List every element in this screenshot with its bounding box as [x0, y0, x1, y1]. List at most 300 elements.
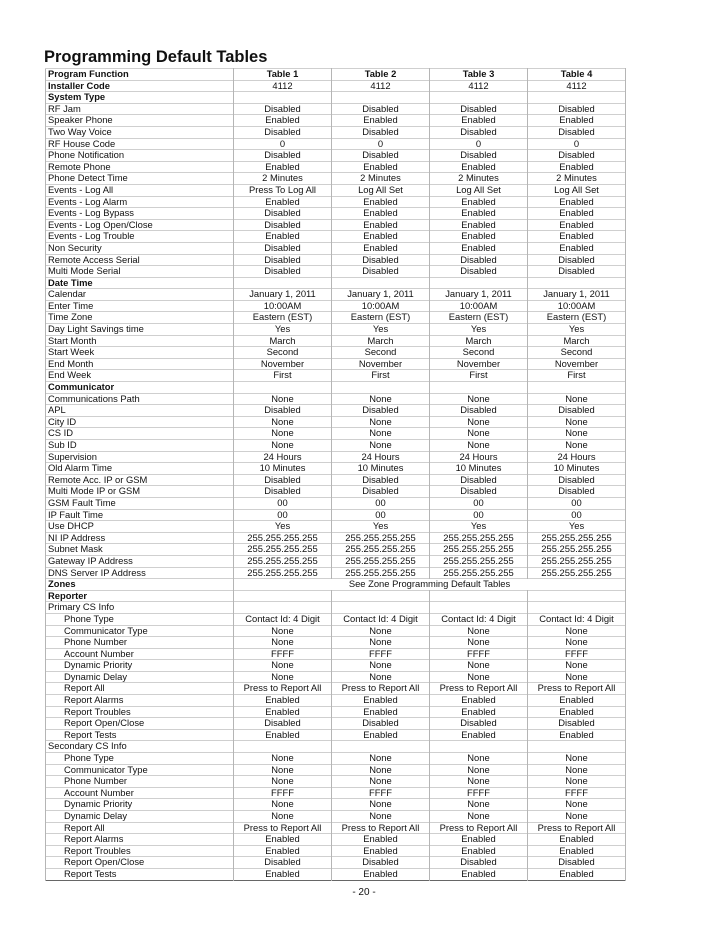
table-row — [46, 115, 626, 127]
empty-cell — [430, 382, 528, 394]
row-label: Report Alarms — [46, 834, 234, 846]
table-1-value: Disabled — [234, 103, 332, 115]
table-row — [46, 266, 626, 278]
table-row — [46, 184, 626, 196]
table-1-value: 00 — [234, 509, 332, 521]
table-row — [46, 729, 626, 741]
table-1-value: Enabled — [234, 729, 332, 741]
table-2-value: November — [332, 358, 430, 370]
table-row — [46, 126, 626, 138]
section-row — [46, 277, 626, 289]
section-label: Primary CS Info — [46, 602, 234, 614]
table-2-value: 255.255.255.255 — [332, 567, 430, 579]
table-2-value: Disabled — [332, 486, 430, 498]
table-2-value: Yes — [332, 521, 430, 533]
row-label: APL — [46, 405, 234, 417]
table-4-value: Disabled — [528, 486, 626, 498]
table-3-value: Enabled — [430, 219, 528, 231]
table-3-value: Enabled — [430, 695, 528, 707]
row-label: Phone Number — [46, 637, 234, 649]
table-2-value: Enabled — [332, 834, 430, 846]
table-1-value: November — [234, 358, 332, 370]
table-1-value: Enabled — [234, 834, 332, 846]
table-row — [46, 405, 626, 417]
table-3-value: None — [430, 764, 528, 776]
table-4-value: Yes — [528, 521, 626, 533]
table-2-value: None — [332, 671, 430, 683]
table-3-value: None — [430, 428, 528, 440]
table-1-value: First — [234, 370, 332, 382]
table-4-value: Enabled — [528, 706, 626, 718]
table-1-value: None — [234, 671, 332, 683]
row-label: Report Open/Close — [46, 857, 234, 869]
table-3-value: November — [430, 358, 528, 370]
table-3-value: Yes — [430, 324, 528, 336]
row-label: Two Way Voice — [46, 126, 234, 138]
row-label: Report Tests — [46, 729, 234, 741]
table-3-value: 10 Minutes — [430, 463, 528, 475]
row-label: Remote Acc. IP or GSM — [46, 474, 234, 486]
table-2-value: 255.255.255.255 — [332, 544, 430, 556]
table-3-value: 4112 — [430, 80, 528, 92]
table-row — [46, 787, 626, 799]
header-table-2: Table 2 — [332, 69, 430, 81]
table-4-value: None — [528, 811, 626, 823]
table-1-value: Disabled — [234, 126, 332, 138]
row-label: Communicator Type — [46, 764, 234, 776]
table-3-value: FFFF — [430, 648, 528, 660]
row-label: Communications Path — [46, 393, 234, 405]
table-1-value: Disabled — [234, 219, 332, 231]
table-1-value: 0 — [234, 138, 332, 150]
table-3-value: Enabled — [430, 706, 528, 718]
table-row — [46, 613, 626, 625]
empty-cell — [430, 590, 528, 602]
table-row — [46, 219, 626, 231]
table-3-value: 00 — [430, 509, 528, 521]
table-2-value: None — [332, 440, 430, 452]
table-4-value: Enabled — [528, 845, 626, 857]
table-3-value: Disabled — [430, 405, 528, 417]
section-row — [46, 382, 626, 394]
table-2-value: Eastern (EST) — [332, 312, 430, 324]
table-2-value: FFFF — [332, 648, 430, 660]
table-row — [46, 764, 626, 776]
table-2-value: March — [332, 335, 430, 347]
table-row — [46, 451, 626, 463]
table-4-value: FFFF — [528, 787, 626, 799]
table-3-value: Disabled — [430, 254, 528, 266]
row-label: Dynamic Priority — [46, 799, 234, 811]
table-4-value: Disabled — [528, 254, 626, 266]
table-4-value: 255.255.255.255 — [528, 555, 626, 567]
table-3-value: Enabled — [430, 834, 528, 846]
table-1-value: Disabled — [234, 474, 332, 486]
row-label: IP Fault Time — [46, 509, 234, 521]
table-2-value: Contact Id: 4 Digit — [332, 613, 430, 625]
zones-note-cell: See Zone Programming Default Tables — [234, 579, 626, 591]
row-label: Phone Type — [46, 753, 234, 765]
table-4-value: None — [528, 416, 626, 428]
table-2-value: 00 — [332, 509, 430, 521]
row-label: Enter Time — [46, 300, 234, 312]
table-4-value: Enabled — [528, 115, 626, 127]
row-label: Events - Log Alarm — [46, 196, 234, 208]
table-2-value: Second — [332, 347, 430, 359]
row-label: RF Jam — [46, 103, 234, 115]
table-3-value: FFFF — [430, 787, 528, 799]
table-3-value: Log All Set — [430, 184, 528, 196]
empty-cell — [234, 277, 332, 289]
row-label: Events - Log Open/Close — [46, 219, 234, 231]
table-1-value: None — [234, 416, 332, 428]
table-3-value: 255.255.255.255 — [430, 555, 528, 567]
row-label: CS ID — [46, 428, 234, 440]
table-3-value: Enabled — [430, 231, 528, 243]
table-2-value: None — [332, 625, 430, 637]
table-row — [46, 845, 626, 857]
empty-cell — [234, 590, 332, 602]
section-label: Communicator — [46, 382, 234, 394]
row-label: End Week — [46, 370, 234, 382]
table-1-value: None — [234, 660, 332, 672]
header-table-3: Table 3 — [430, 69, 528, 81]
table-2-value: None — [332, 799, 430, 811]
section-label: Reporter — [46, 590, 234, 602]
table-row — [46, 474, 626, 486]
table-1-value: Enabled — [234, 231, 332, 243]
empty-cell — [528, 277, 626, 289]
table-4-value: 4112 — [528, 80, 626, 92]
table-row — [46, 440, 626, 452]
table-2-value: Enabled — [332, 219, 430, 231]
table-3-value: Press to Report All — [430, 683, 528, 695]
table-row — [46, 173, 626, 185]
table-1-value: FFFF — [234, 648, 332, 660]
table-row — [46, 161, 626, 173]
table-2-value: Disabled — [332, 857, 430, 869]
table-3-value: 10:00AM — [430, 300, 528, 312]
table-1-value: Disabled — [234, 254, 332, 266]
table-2-value: Enabled — [332, 845, 430, 857]
table-3-value: None — [430, 671, 528, 683]
table-2-value: Enabled — [332, 231, 430, 243]
table-4-value: Yes — [528, 324, 626, 336]
table-1-value: FFFF — [234, 787, 332, 799]
table-3-value: None — [430, 625, 528, 637]
row-label: Events - Log All — [46, 184, 234, 196]
table-row — [46, 231, 626, 243]
table-4-value: Disabled — [528, 857, 626, 869]
subsection-row — [46, 741, 626, 753]
table-row — [46, 335, 626, 347]
table-row — [46, 497, 626, 509]
table-1-value: Disabled — [234, 857, 332, 869]
table-4-value: None — [528, 764, 626, 776]
table-1-value: 10:00AM — [234, 300, 332, 312]
table-row — [46, 718, 626, 730]
table-3-value: January 1, 2011 — [430, 289, 528, 301]
table-3-value: Enabled — [430, 208, 528, 220]
row-label: Start Week — [46, 347, 234, 359]
table-4-value: None — [528, 776, 626, 788]
section-label: System Type — [46, 92, 234, 104]
table-2-value: 00 — [332, 497, 430, 509]
table-2-value: None — [332, 660, 430, 672]
header-program-function: Program Function — [46, 69, 234, 81]
table-1-value: Disabled — [234, 208, 332, 220]
row-label: Gateway IP Address — [46, 555, 234, 567]
table-row — [46, 811, 626, 823]
table-4-value: Disabled — [528, 718, 626, 730]
section-label: Date Time — [46, 277, 234, 289]
table-row — [46, 80, 626, 92]
table-row — [46, 521, 626, 533]
table-1-value: Enabled — [234, 706, 332, 718]
table-2-value: 10:00AM — [332, 300, 430, 312]
row-label: Account Number — [46, 648, 234, 660]
table-1-value: None — [234, 428, 332, 440]
row-label: Phone Number — [46, 776, 234, 788]
table-row — [46, 799, 626, 811]
table-row — [46, 208, 626, 220]
table-3-value: None — [430, 637, 528, 649]
table-1-value: Eastern (EST) — [234, 312, 332, 324]
zones-row — [46, 579, 626, 591]
table-3-value: None — [430, 799, 528, 811]
table-row — [46, 370, 626, 382]
table-4-value: Second — [528, 347, 626, 359]
table-1-value: Disabled — [234, 150, 332, 162]
table-4-value: Log All Set — [528, 184, 626, 196]
table-3-value: None — [430, 753, 528, 765]
table-row — [46, 242, 626, 254]
table-1-value: None — [234, 776, 332, 788]
table-4-value: Disabled — [528, 150, 626, 162]
table-1-value: 255.255.255.255 — [234, 544, 332, 556]
table-4-value: None — [528, 393, 626, 405]
table-row — [46, 463, 626, 475]
row-label: Report Open/Close — [46, 718, 234, 730]
table-1-value: Enabled — [234, 845, 332, 857]
table-1-value: 255.255.255.255 — [234, 567, 332, 579]
table-2-value: Enabled — [332, 115, 430, 127]
table-4-value: None — [528, 753, 626, 765]
table-4-value: None — [528, 625, 626, 637]
page-title: Programming Default Tables — [44, 48, 268, 66]
table-3-value: Enabled — [430, 161, 528, 173]
table-4-value: Enabled — [528, 196, 626, 208]
table-4-value: None — [528, 637, 626, 649]
table-row — [46, 103, 626, 115]
table-3-value: Enabled — [430, 196, 528, 208]
table-1-value: 10 Minutes — [234, 463, 332, 475]
table-2-value: January 1, 2011 — [332, 289, 430, 301]
row-label: Dynamic Priority — [46, 660, 234, 672]
table-4-value: 10 Minutes — [528, 463, 626, 475]
table-1-value: Enabled — [234, 196, 332, 208]
empty-cell — [234, 382, 332, 394]
table-3-value: Contact Id: 4 Digit — [430, 613, 528, 625]
section-row — [46, 590, 626, 602]
table-4-value: Enabled — [528, 208, 626, 220]
table-3-value: Enabled — [430, 242, 528, 254]
table-4-value: 255.255.255.255 — [528, 567, 626, 579]
row-label: DNS Server IP Address — [46, 567, 234, 579]
table-2-value: None — [332, 637, 430, 649]
table-2-value: 4112 — [332, 80, 430, 92]
table-4-value: Enabled — [528, 729, 626, 741]
table-3-value: March — [430, 335, 528, 347]
table-1-value: Disabled — [234, 405, 332, 417]
table-2-value: None — [332, 764, 430, 776]
table-2-value: Press to Report All — [332, 822, 430, 834]
row-label: Events - Log Bypass — [46, 208, 234, 220]
table-1-value: Press to Report All — [234, 822, 332, 834]
table-3-value: Press to Report All — [430, 822, 528, 834]
table-4-value: 0 — [528, 138, 626, 150]
table-row — [46, 254, 626, 266]
row-label: Dynamic Delay — [46, 671, 234, 683]
table-row — [46, 857, 626, 869]
row-label: Multi Mode Serial — [46, 266, 234, 278]
table-1-value: Press to Report All — [234, 683, 332, 695]
table-2-value: Enabled — [332, 868, 430, 880]
table-2-value: None — [332, 416, 430, 428]
table-row — [46, 300, 626, 312]
table-4-value: 2 Minutes — [528, 173, 626, 185]
table-1-value: January 1, 2011 — [234, 289, 332, 301]
table-4-value: 24 Hours — [528, 451, 626, 463]
section-label: Secondary CS Info — [46, 741, 234, 753]
table-2-value: Enabled — [332, 695, 430, 707]
table-2-value: Disabled — [332, 718, 430, 730]
table-1-value: Second — [234, 347, 332, 359]
table-2-value: 255.255.255.255 — [332, 555, 430, 567]
row-label: Phone Detect Time — [46, 173, 234, 185]
defaults-table — [45, 68, 626, 881]
table-row — [46, 671, 626, 683]
table-3-value: Disabled — [430, 103, 528, 115]
table-3-value: Disabled — [430, 486, 528, 498]
table-1-value: 00 — [234, 497, 332, 509]
empty-cell — [234, 602, 332, 614]
table-3-value: 00 — [430, 497, 528, 509]
row-label: Start Month — [46, 335, 234, 347]
subsection-row — [46, 602, 626, 614]
table-4-value: 255.255.255.255 — [528, 544, 626, 556]
header-table-1: Table 1 — [234, 69, 332, 81]
table-3-value: Yes — [430, 521, 528, 533]
table-1-value: None — [234, 440, 332, 452]
row-label: Use DHCP — [46, 521, 234, 533]
table-2-value: Enabled — [332, 242, 430, 254]
row-label: Dynamic Delay — [46, 811, 234, 823]
table-row — [46, 637, 626, 649]
table-1-value: Enabled — [234, 161, 332, 173]
table-4-value: January 1, 2011 — [528, 289, 626, 301]
table-row — [46, 312, 626, 324]
table-4-value: None — [528, 660, 626, 672]
table-3-value: 2 Minutes — [430, 173, 528, 185]
table-row — [46, 834, 626, 846]
table-row — [46, 324, 626, 336]
table-row — [46, 428, 626, 440]
table-row — [46, 393, 626, 405]
empty-cell — [332, 382, 430, 394]
table-2-value: Yes — [332, 324, 430, 336]
table-row — [46, 822, 626, 834]
table-4-value: Enabled — [528, 242, 626, 254]
table-2-value: Disabled — [332, 254, 430, 266]
table-3-value: Disabled — [430, 857, 528, 869]
table-2-value: Disabled — [332, 405, 430, 417]
table-4-value: Disabled — [528, 474, 626, 486]
table-row — [46, 486, 626, 498]
row-label: Report Troubles — [46, 845, 234, 857]
table-3-value: Enabled — [430, 729, 528, 741]
table-2-value: Enabled — [332, 196, 430, 208]
table-4-value: Enabled — [528, 868, 626, 880]
table-4-value: FFFF — [528, 648, 626, 660]
table-1-value: Press To Log All — [234, 184, 332, 196]
table-4-value: None — [528, 799, 626, 811]
table-1-value: Disabled — [234, 718, 332, 730]
empty-cell — [430, 741, 528, 753]
table-4-value: Enabled — [528, 695, 626, 707]
header-table-4: Table 4 — [528, 69, 626, 81]
table-1-value: Enabled — [234, 115, 332, 127]
defaults-table-body — [46, 69, 626, 881]
table-row — [46, 683, 626, 695]
empty-cell — [430, 602, 528, 614]
table-1-value: Yes — [234, 521, 332, 533]
row-label: End Month — [46, 358, 234, 370]
table-1-value: 24 Hours — [234, 451, 332, 463]
table-4-value: Disabled — [528, 126, 626, 138]
table-1-value: Yes — [234, 324, 332, 336]
row-label: Phone Type — [46, 613, 234, 625]
table-1-value: None — [234, 625, 332, 637]
table-3-value: Disabled — [430, 126, 528, 138]
table-row — [46, 695, 626, 707]
empty-cell — [430, 277, 528, 289]
row-label: City ID — [46, 416, 234, 428]
table-row — [46, 706, 626, 718]
table-1-value: Enabled — [234, 695, 332, 707]
table-2-value: None — [332, 393, 430, 405]
table-2-value: 255.255.255.255 — [332, 532, 430, 544]
table-4-value: Enabled — [528, 231, 626, 243]
table-2-value: Disabled — [332, 126, 430, 138]
row-label: Events - Log Trouble — [46, 231, 234, 243]
empty-cell — [332, 277, 430, 289]
table-2-value: None — [332, 753, 430, 765]
table-2-value: Disabled — [332, 474, 430, 486]
table-4-value: Eastern (EST) — [528, 312, 626, 324]
row-label: Installer Code — [46, 80, 234, 92]
table-3-value: 0 — [430, 138, 528, 150]
table-2-value: 24 Hours — [332, 451, 430, 463]
table-2-value: None — [332, 428, 430, 440]
table-1-value: None — [234, 637, 332, 649]
table-row — [46, 625, 626, 637]
row-label: Phone Notification — [46, 150, 234, 162]
table-3-value: 255.255.255.255 — [430, 544, 528, 556]
row-label: NI IP Address — [46, 532, 234, 544]
row-label: Multi Mode IP or GSM — [46, 486, 234, 498]
table-4-value: None — [528, 671, 626, 683]
